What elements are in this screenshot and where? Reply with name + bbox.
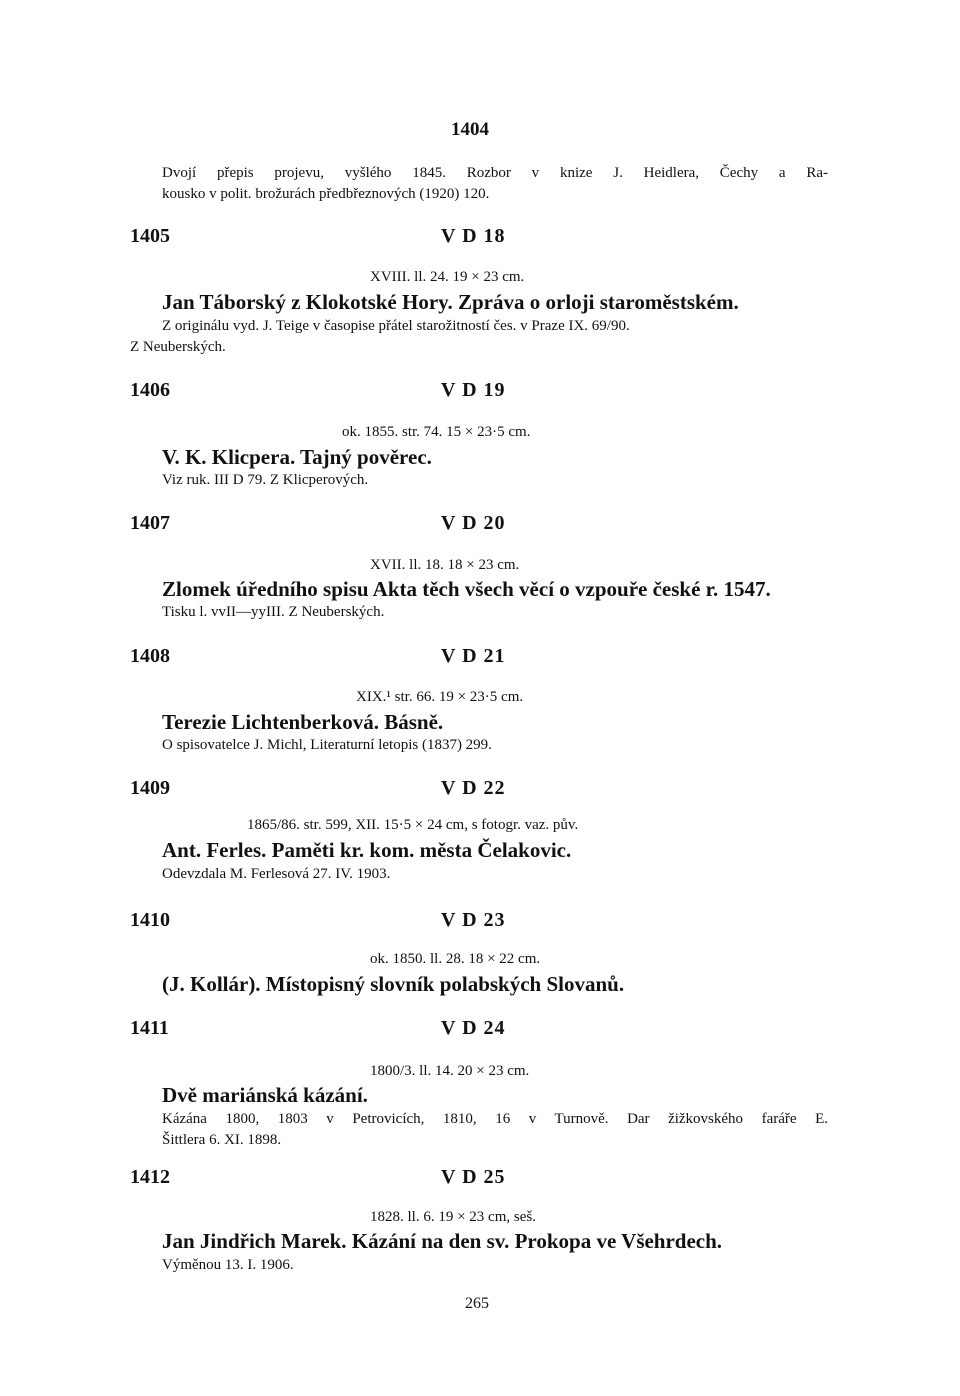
entry-signature: V D 25 [441, 1166, 506, 1188]
entry-number: 1409 [130, 777, 170, 799]
entry-signature: V D 18 [441, 225, 506, 247]
entry-note: Z Neuberských. [130, 339, 226, 355]
entry-number: 1405 [130, 225, 170, 247]
intro-line-1: Dvojí přepis projevu, vyšlého 1845. Rozbor v knize J. Heidlera, Čechy a Ra- [162, 165, 828, 181]
page-number: 265 [465, 1295, 489, 1312]
entry-signature: V D 24 [441, 1017, 506, 1039]
entry-signature: V D 20 [441, 512, 506, 534]
entry-title: Zlomek úředního spisu Akta těch všech věcí o vzpouře české r. 1547. [162, 577, 771, 601]
entry-number: 1412 [130, 1166, 170, 1188]
entry-number: 1408 [130, 645, 170, 667]
entry-meta: XVII. ll. 18. 18 × 23 cm. [370, 557, 520, 573]
entry-number: 1406 [130, 379, 170, 401]
entry-title: Terezie Lichtenberková. Básně. [162, 710, 444, 734]
intro-line-2: kousko v polit. brožurách předbřeznových (1920) 120. [162, 186, 490, 202]
entry-number: 1410 [130, 909, 170, 931]
entry-number: 1411 [130, 1017, 169, 1039]
entry-title: (J. Kollár). Místopisný slovník polabských Slovanů. [162, 972, 625, 996]
entry-note: O spisovatelce J. Michl, Literaturní letopis (1837) 299. [162, 737, 492, 753]
entry-meta: XIX.¹ str. 66. 19 × 23·5 cm. [356, 689, 524, 705]
entry-signature: V D 22 [441, 777, 506, 799]
entry-number: 1407 [130, 512, 170, 534]
entry-title: Jan Táborský z Klokotské Hory. Zpráva o orloji staroměstském. [162, 290, 739, 314]
entry-meta: XVIII. ll. 24. 19 × 23 cm. [370, 269, 525, 285]
entry-meta: 1865/86. str. 599, XII. 15·5 × 24 cm, s fotogr. vaz. pův. [247, 817, 579, 833]
entry-note: Odevzdala M. Ferlesová 27. IV. 1903. [162, 866, 391, 882]
entry-signature: V D 23 [441, 909, 506, 931]
entry-note: Výměnou 13. I. 1906. [162, 1257, 294, 1273]
entry-title: Dvě mariánská kázání. [162, 1083, 368, 1107]
entry-meta: 1828. ll. 6. 19 × 23 cm, seš. [370, 1209, 536, 1225]
entry-title: Ant. Ferles. Paměti kr. kom. města Čelakovic. [162, 838, 572, 862]
entry-meta: ok. 1855. str. 74. 15 × 23·5 cm. [342, 424, 531, 440]
entry-title: Jan Jindřich Marek. Kázání na den sv. Prokopa ve Všehrdech. [162, 1229, 723, 1253]
entry-meta: ok. 1850. ll. 28. 18 × 22 cm. [370, 951, 541, 967]
entry-note: Viz ruk. III D 79. Z Klicperových. [162, 472, 369, 488]
entry-meta: 1800/3. ll. 14. 20 × 23 cm. [370, 1063, 530, 1079]
entry-title: V. K. Klicpera. Tajný pověrec. [162, 445, 432, 469]
header-number: 1404 [451, 119, 489, 140]
entry-note: Kázána 1800, 1803 v Petrovicích, 1810, 16 v Turnově. Dar žižkovského faráře E. [162, 1111, 828, 1127]
entry-note: Šittlera 6. XI. 1898. [162, 1132, 282, 1148]
entry-note: Z originálu vyd. J. Teige v časopise přátel starožitností čes. v Praze IX. 69/90. [162, 318, 630, 334]
entry-signature: V D 21 [441, 645, 506, 667]
entry-signature: V D 19 [441, 379, 506, 401]
entry-note: Tisku l. vvII—yyIII. Z Neuberských. [162, 604, 385, 620]
